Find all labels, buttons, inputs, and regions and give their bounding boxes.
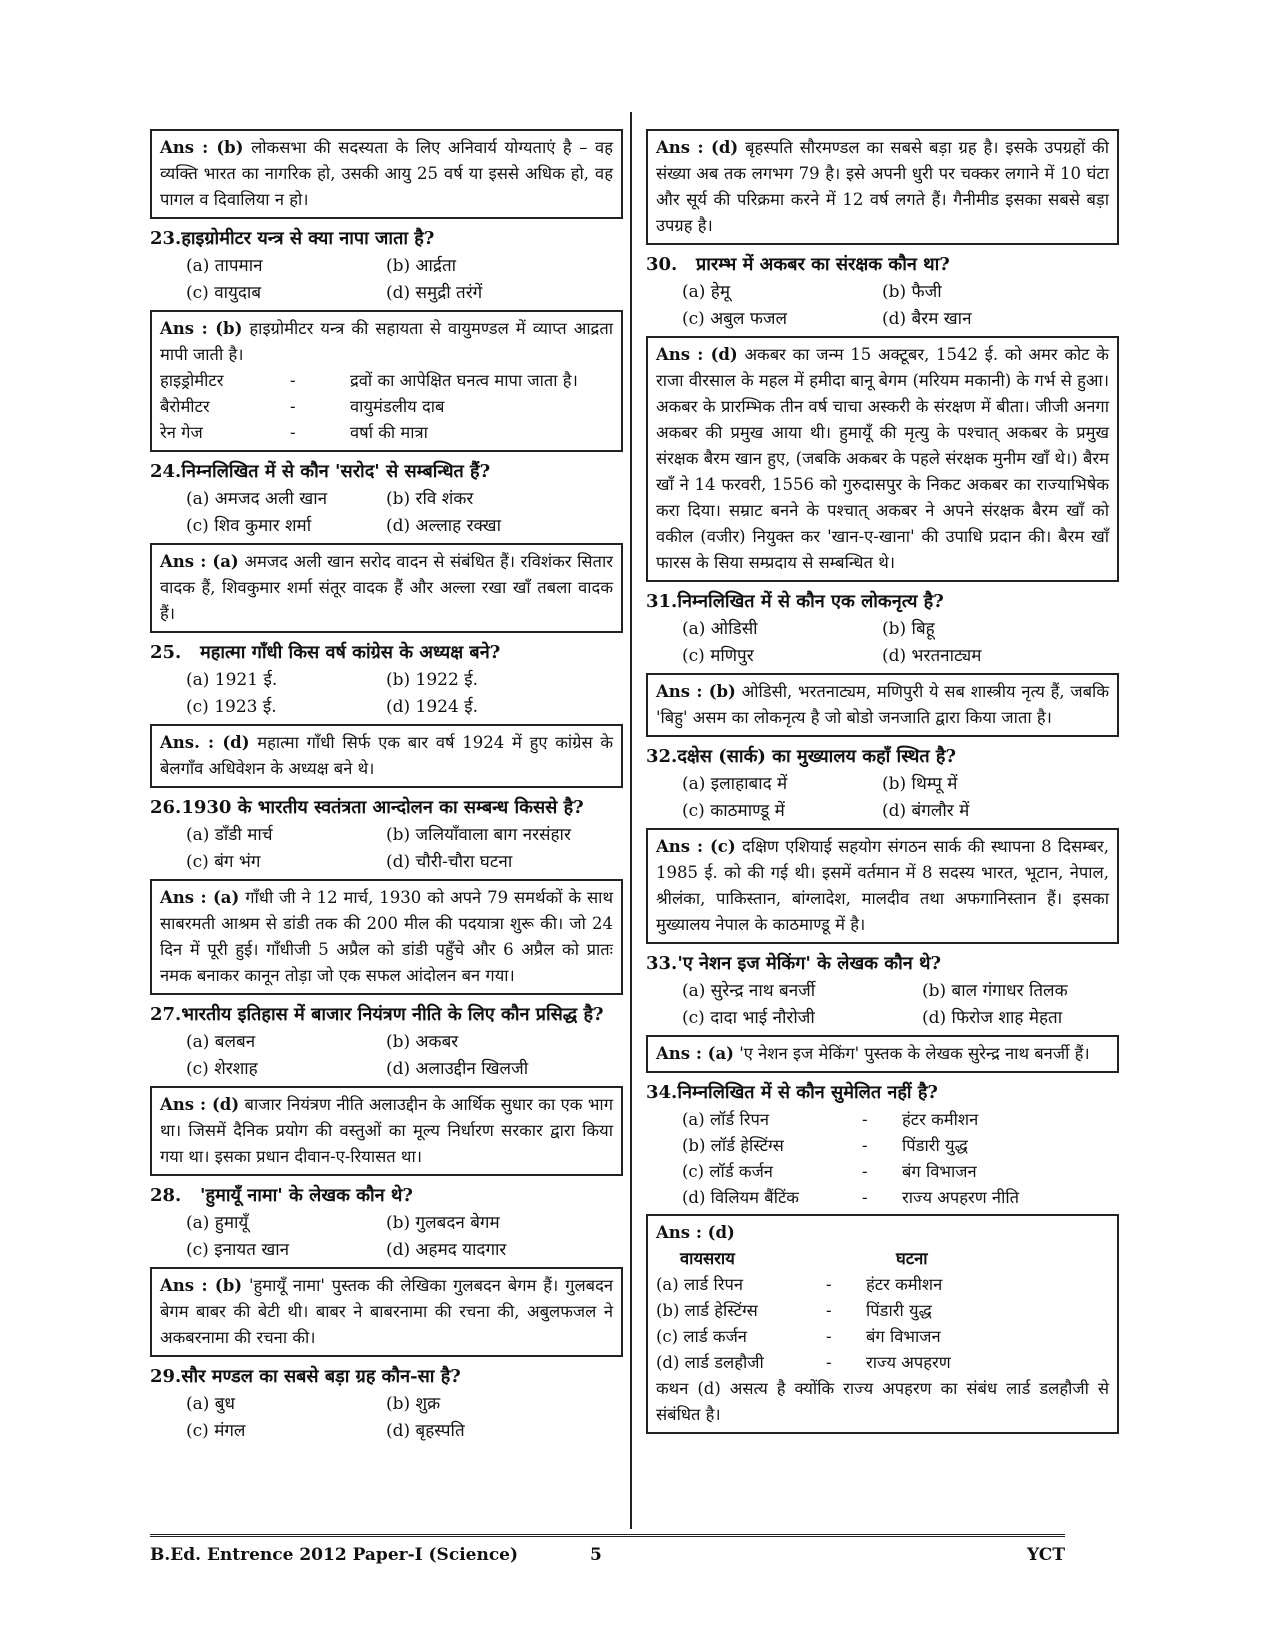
table-cell: बैरोमीटर — [160, 397, 210, 416]
table-header: घटना — [896, 1249, 928, 1268]
table-cell: द्रवों का आपेक्षित घनत्व मापा जाता है। — [350, 371, 578, 390]
question-number: 32. — [646, 746, 678, 767]
question-30 — [646, 251, 1119, 278]
option-a: (a) तापमान — [186, 256, 263, 276]
question-number: 29. — [150, 1366, 182, 1387]
table-cell: हंटर कमीशन — [866, 1275, 943, 1294]
answer-box-27 — [150, 1086, 623, 1176]
question-29 — [150, 1363, 623, 1390]
option-c: (c) काठमाण्डू में — [682, 801, 785, 821]
option-c: (c) दादा भाई नौरोजी — [682, 1008, 815, 1028]
question-text: 'ए नेशन इज मेकिंग' के लेखक कौन थे? — [677, 953, 942, 974]
option-b: (b) गुलबदन बेगम — [386, 1213, 500, 1233]
dash: - — [862, 1136, 868, 1155]
options-23 — [150, 253, 623, 307]
answer-tag: Ans : (c) — [656, 837, 736, 856]
option-a: (a) अमजद अली खान — [186, 489, 328, 509]
options-34 — [646, 1107, 1119, 1211]
table-cell: बंग विभाजन — [866, 1327, 941, 1346]
option-b: (b) जलियाँवाला बाग नरसंहार — [386, 825, 571, 845]
options-31 — [646, 616, 1119, 670]
options-32 — [646, 771, 1119, 825]
option-a-match: हंटर कमीशन — [902, 1110, 979, 1129]
right-column — [646, 126, 1119, 1440]
question-number: 27. — [150, 1004, 182, 1025]
question-26 — [150, 794, 623, 821]
answer-tag: Ans : (d) — [656, 1223, 735, 1242]
viceroy-table — [656, 1246, 1109, 1376]
option-a: (a) लॉर्ड रिपन — [682, 1110, 770, 1129]
question-text: 'हुमायूँ नामा' के लेखक कौन थे? — [200, 1185, 413, 1206]
answer-text: बृहस्पति सौरमण्डल का सबसे बड़ा ग्रह है। इसके उपग्रहों की संख्या अब तक लगभग 79 है। इसे अपनी धुरी पर चक्कर लगाने में 10 घंटा और सूर्य की परिक्रमा करने में 12 वर्ष लगते हैं। गैनीमीड इसका सबसे बड़ा उपग्रह है। — [656, 138, 1109, 235]
question-number: 33. — [646, 953, 678, 974]
answer-text: महात्मा गाँधी सिर्फ एक बार वर्ष 1924 में हुए कांग्रेस के बेलगाँव अधिवेशन के अध्यक्ष बने थे। — [160, 733, 613, 778]
answer-tag: Ans : (b) — [656, 682, 736, 701]
table-cell: (b) लार्ड हेस्टिंग्स — [656, 1301, 758, 1320]
question-23 — [150, 225, 623, 252]
option-d: (d) फिरोज शाह मेहता — [922, 1008, 1063, 1028]
question-33 — [646, 950, 1119, 977]
option-c: (c) अबुल फजल — [682, 309, 788, 329]
table-cell: रेन गेज — [160, 423, 203, 442]
answer-box-32 — [646, 828, 1119, 944]
answer-text: दक्षिण एशियाई सहयोग संगठन सार्क की स्थापना 8 दिसम्बर, 1985 ई. को की गई थी। इसमें वर्तमान में 8 सदस्य भारत, भूटान, नेपाल, श्रीलंका, पाकिस्तान, बांग्लादेश, मालदीव तथा अफगानिस्तान हैं। इसका मुख्यालय नेपाल के काठमाण्डू में है। — [656, 837, 1110, 934]
question-28 — [150, 1182, 623, 1209]
table-cell: (d) लार्ड डलहौजी — [656, 1353, 764, 1372]
option-c: (c) शेरशाह — [186, 1059, 258, 1079]
question-27 — [150, 1001, 623, 1028]
option-c: (c) लॉर्ड कर्जन — [682, 1162, 773, 1181]
option-c: (c) मंगल — [186, 1421, 246, 1441]
table-header: वायसराय — [680, 1249, 735, 1268]
answer-text: गाँधी जी ने 12 मार्च, 1930 को अपने 79 समर्थकों के साथ साबरमती आश्रम से डांडी तक की 200 मील की पदयात्रा शुरू की। जो 24 दिन में पूरी हुई। गाँधीजी 5 अप्रैल को डांडी पहुँचे और 6 अप्रैल को प्रातः नमक बनाकर कानून तोड़ा जो एक सफल आंदोलन बन गया। — [160, 888, 613, 985]
question-34 — [646, 1079, 1119, 1106]
table-cell: (a) लार्ड रिपन — [656, 1275, 744, 1294]
answer-box-22 — [150, 129, 623, 219]
option-d: (d) 1924 ई. — [386, 697, 478, 717]
answer-text: बाजार नियंत्रण नीति अलाउद्दीन के आर्थिक सुधार का एक भाग था। जिसमें दैनिक प्रयोग की वस्तुओं का मूल्य निर्धारण सरकार द्वारा किया गया था। इसका प्रधान दीवान-ए-रियासत था। — [160, 1095, 613, 1166]
table-cell: - — [290, 423, 296, 442]
question-number: 24. — [150, 461, 182, 482]
question-number: 28. — [150, 1185, 182, 1206]
answer-tag: Ans : (d) — [656, 345, 738, 364]
option-d: (d) चौरी-चौरा घटना — [386, 852, 513, 872]
table-cell: - — [826, 1327, 832, 1346]
answer-tag: Ans : (d) — [160, 1095, 240, 1114]
question-number: 23. — [150, 228, 182, 249]
option-c: (c) इनायत खान — [186, 1240, 290, 1260]
answer-box-25 — [150, 724, 623, 788]
question-text: 1930 के भारतीय स्वतंत्रता आन्दोलन का सम्बन्ध किससे है? — [181, 797, 584, 818]
answer-tag: Ans : (b) — [160, 138, 244, 157]
table-cell: - — [826, 1275, 832, 1294]
table-cell: वर्षा की मात्रा — [350, 423, 428, 442]
question-text: हाइग्रोमीटर यन्त्र से क्या नापा जाता है? — [181, 228, 435, 249]
table-cell: - — [290, 371, 296, 390]
table-cell: - — [826, 1353, 832, 1372]
footer-title: B.Ed. Entrence 2012 Paper-I (Science) — [150, 1545, 519, 1565]
table-cell: हाइड्रोमीटर — [160, 371, 224, 390]
answer-box-24 — [150, 543, 623, 633]
option-d: (d) अलाउद्दीन खिलजी — [386, 1059, 529, 1079]
question-31 — [646, 588, 1119, 615]
answer-box-29 — [646, 129, 1119, 245]
answer-box-33 — [646, 1035, 1119, 1073]
option-b: (b) फैजी — [882, 282, 942, 302]
option-a: (a) सुरेन्द्र नाथ बनर्जी — [682, 981, 816, 1001]
answer-text: अकबर का जन्म 15 अक्टूबर, 1542 ई. को अमर कोट के राजा वीरसाल के महल में हमीदा बानू बेगम (मरियम मकानी) के गर्भ से हुआ। अकबर के प्रारम्भिक तीन वर्ष चाचा अस्करी के संरक्षण में बीता। जीजी अनगा अकबर की प्रमुख आया थी। हुमायूँ की मृत्यु के पश्चात् अकबर के प्रमुख संरक्षक बैरम खान हुए, (जबकि अकबर के पहले संरक्षक मुनीम खाँ थे।) बैरम खाँ ने 14 फरवरी, 1556 को गुरुदासपुर के निकट अकबर का राज्याभिषेक करा दिया। सम्राट बनने के पश्चात् अकबर ने अपने संरक्षक बैरम खाँ को वकील (वजीर) नियुक्त कर 'खान-ए-खाना' की उपाधि प्रदान की। बैरम खाँ फारस के सिया सम्प्रदाय से सम्बन्धित थे। — [656, 345, 1109, 572]
answer-text: कथन (d) असत्य है क्योंकि राज्य अपहरण का संबंध लार्ड डलहौजी से संबंधित है। — [656, 1379, 1109, 1424]
options-25 — [150, 667, 623, 721]
page-number: 5 — [590, 1545, 602, 1565]
option-a: (a) 1921 ई. — [186, 670, 278, 690]
option-d: (d) भरतनाट्यम — [882, 646, 982, 666]
question-number: 25. — [150, 642, 182, 663]
table-cell: राज्य अपहरण — [866, 1353, 951, 1372]
table-cell: वायुमंडलीय दाब — [350, 397, 445, 416]
table-cell: (c) लार्ड कर्जन — [656, 1327, 747, 1346]
answer-text: हाइग्रोमीटर यन्त्र की सहायता से वायुमण्डल में व्याप्त आद्रता मापी जाती है। — [160, 319, 613, 364]
option-b: (b) थिम्पू में — [882, 774, 958, 794]
page-footer — [150, 1534, 1065, 1571]
question-text: निम्नलिखित में से कौन एक लोकनृत्य है? — [677, 591, 944, 612]
option-c: (c) बंग भंग — [186, 852, 261, 872]
question-text: सौर मण्डल का सबसे बड़ा ग्रह कौन-सा है? — [181, 1366, 461, 1387]
option-a: (a) हेमू — [682, 282, 730, 302]
option-b-match: पिंडारी युद्ध — [902, 1136, 968, 1155]
option-a: (a) हुमायूँ — [186, 1213, 249, 1233]
dash: - — [862, 1110, 868, 1129]
question-text: महात्मा गाँधी किस वर्ष कांग्रेस के अध्यक्ष बने? — [200, 642, 501, 663]
answer-tag: Ans : (d) — [656, 138, 739, 157]
option-b: (b) आर्द्रता — [386, 256, 457, 276]
option-a: (a) बलबन — [186, 1032, 256, 1052]
question-number: 31. — [646, 591, 678, 612]
options-33 — [646, 978, 1119, 1032]
table-cell: - — [826, 1301, 832, 1320]
options-27 — [150, 1029, 623, 1083]
option-c-match: बंग विभाजन — [902, 1162, 977, 1181]
option-c: (c) शिव कुमार शर्मा — [186, 516, 312, 536]
option-a: (a) इलाहाबाद में — [682, 774, 788, 794]
option-b: (b) 1922 ई. — [386, 670, 478, 690]
option-d: (d) बंगलौर में — [882, 801, 970, 821]
option-b: (b) अकबर — [386, 1032, 459, 1052]
answer-text: 'हुमायूँ नामा' पुस्तक की लेखिका गुलबदन बेगम हैं। गुलबदन बेगम बाबर की बेटी थी। बाबर ने बाबरनामा की रचना की, अबुलफजल ने अकबरनामा की रचना की। — [160, 1276, 613, 1347]
option-b: (b) लॉर्ड हेस्टिंग्स — [682, 1136, 784, 1155]
answer-text: 'ए नेशन इज मेकिंग' पुस्तक के लेखक सुरेन्द्र नाथ बनर्जी हैं। — [739, 1044, 1090, 1063]
question-text: दक्षेस (सार्क) का मुख्यालय कहाँ स्थित है? — [677, 746, 956, 767]
option-a: (a) डाँडी मार्च — [186, 825, 273, 845]
options-28 — [150, 1210, 623, 1264]
question-number: 30. — [646, 254, 678, 275]
publisher-mark: YCT — [1026, 1545, 1065, 1565]
option-d: (d) बृहस्पति — [386, 1421, 465, 1441]
table-cell: पिंडारी युद्ध — [866, 1301, 932, 1320]
instrument-table — [160, 368, 613, 446]
answer-text: ओडिसी, भरतनाट्यम, मणिपुरी ये सब शास्त्रीय नृत्य हैं, जबकि 'बिहु' असम का लोकनृत्य है जो बोडो जनजाति द्वारा किया जाता है। — [656, 682, 1109, 727]
answer-box-30 — [646, 336, 1119, 582]
option-d: (d) समुद्री तरंगें — [386, 283, 483, 303]
option-a: (a) ओडिसी — [682, 619, 758, 639]
option-d: (d) विलियम बैंटिंक — [682, 1188, 799, 1207]
option-c: (c) मणिपुर — [682, 646, 754, 666]
option-d: (d) अहमद यादगार — [386, 1240, 507, 1260]
options-26 — [150, 822, 623, 876]
dash: - — [862, 1162, 868, 1181]
options-24 — [150, 486, 623, 540]
column-divider — [630, 112, 632, 1529]
option-d: (d) अल्लाह रक्खा — [386, 516, 501, 536]
option-d-match: राज्य अपहरण नीति — [902, 1188, 1020, 1207]
question-text: भारतीय इतिहास में बाजार नियंत्रण नीति के लिए कौन प्रसिद्ध है? — [181, 1004, 604, 1025]
option-b: (b) बिहू — [882, 619, 935, 639]
question-text: निम्नलिखित में से कौन सुमेलित नहीं है? — [677, 1082, 938, 1103]
option-b: (b) शुक्र — [386, 1394, 441, 1414]
question-text: प्रारम्भ में अकबर का संरक्षक कौन था? — [696, 254, 950, 275]
answer-box-34 — [646, 1214, 1119, 1434]
answer-tag: Ans : (a) — [160, 552, 239, 571]
question-25 — [150, 639, 623, 666]
option-a: (a) बुध — [186, 1394, 235, 1414]
question-32 — [646, 743, 1119, 770]
option-c: (c) वायुदाब — [186, 283, 262, 303]
answer-tag: Ans : (b) — [160, 1276, 243, 1295]
option-b: (b) बाल गंगाधर तिलक — [922, 981, 1068, 1001]
question-number: 26. — [150, 797, 182, 818]
dash: - — [862, 1188, 868, 1207]
question-24 — [150, 458, 623, 485]
option-d: (d) बैरम खान — [882, 309, 972, 329]
answer-box-31 — [646, 673, 1119, 737]
answer-box-28 — [150, 1267, 623, 1357]
answer-tag: Ans : (a) — [160, 888, 240, 907]
options-29 — [150, 1391, 623, 1445]
options-30 — [646, 279, 1119, 333]
table-cell: - — [290, 397, 296, 416]
answer-text: लोकसभा की सदस्यता के लिए अनिवार्य योग्यताएं है – वह व्यक्ति भारत का नागरिक हो, उसकी आयु 25 वर्ष या इससे अधिक हो, वह पागल व दिवालिया न हो। — [160, 138, 613, 209]
answer-text: अमजद अली खान सरोद वादन से संबंधित हैं। रविशंकर सितार वादक हैं, शिवकुमार शर्मा संतूर वादक हैं और अल्ला रखा खाँ तबला वादक हैं। — [160, 552, 613, 623]
answer-box-23 — [150, 310, 623, 452]
answer-box-26 — [150, 879, 623, 995]
answer-tag: Ans : (b) — [160, 319, 243, 338]
question-text: निम्नलिखित में से कौन 'सरोद' से सम्बन्धित हैं? — [181, 461, 491, 482]
left-column — [150, 126, 623, 1448]
question-number: 34. — [646, 1082, 678, 1103]
answer-tag: Ans : (a) — [656, 1044, 734, 1063]
answer-tag: Ans. : (d) — [160, 733, 250, 752]
option-c: (c) 1923 ई. — [186, 697, 277, 717]
option-b: (b) रवि शंकर — [386, 489, 474, 509]
